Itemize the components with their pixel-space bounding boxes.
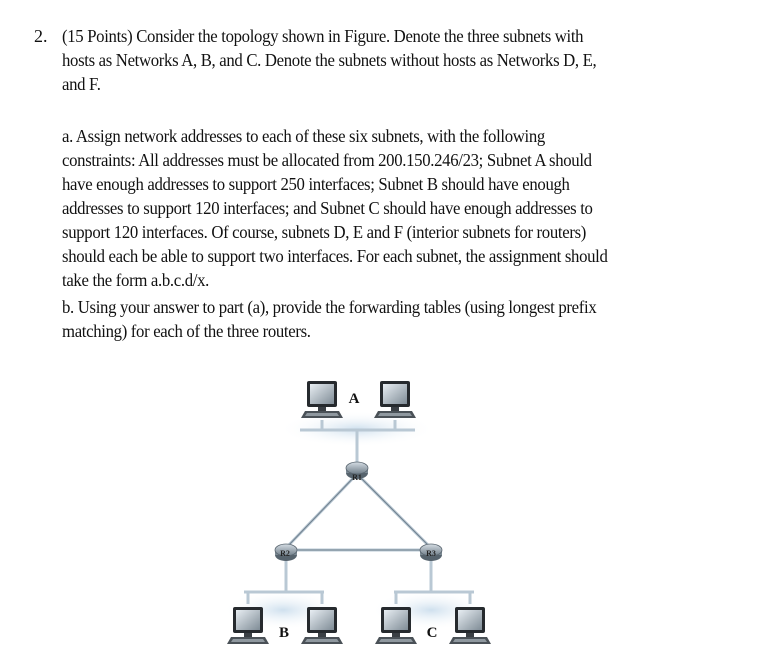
part-b-line: matching) for each of the three routers. — [62, 321, 311, 341]
host-c2-icon — [449, 607, 491, 644]
part-a-line: addresses to support 120 interfaces; and Subnet C should have enough addresses to — [62, 198, 593, 218]
host-b1-icon — [227, 607, 269, 644]
host-c1-icon — [375, 607, 417, 644]
host-a1-icon — [301, 381, 343, 418]
part-b-line: b. Using your answer to part (a), provide the forwarding tables (using longest prefix — [62, 297, 597, 317]
question-number: 2. — [34, 26, 48, 46]
host-a2-icon — [374, 381, 416, 418]
router-r3-label: R3 — [426, 549, 436, 558]
part-a-line: take the form a.b.c.d/x. — [62, 270, 209, 290]
part-a-line: should each be able to support two interfaces. For each subnet, the assignment should — [62, 246, 608, 266]
router-r2-label: R2 — [280, 549, 290, 558]
network-links — [244, 420, 474, 604]
subnet-c-label: C — [426, 625, 438, 641]
intro-line: and F. — [62, 74, 101, 94]
intro-line: (15 Points) Consider the topology shown in Figure. Denote the three subnets with — [62, 26, 584, 46]
part-a-line: have enough addresses to support 250 interfaces; Subnet B should have enough — [62, 174, 570, 194]
subnet-b-label: B — [278, 625, 290, 641]
router-r1-label: R1 — [352, 473, 362, 482]
host-b2-icon — [301, 607, 343, 644]
part-a-line: constraints: All addresses must be allocated from 200.150.246/23; Subnet A should — [62, 150, 592, 170]
intro-line: hosts as Networks A, B, and C. Denote the subnets without hosts as Networks D, E, — [62, 50, 597, 70]
part-a-line: support 120 interfaces. Of course, subnets D, E and F (interior subnets for routers) — [62, 222, 587, 242]
part-a-line: a. Assign network addresses to each of these six subnets, with the following — [62, 126, 545, 146]
subnet-a-label: A — [348, 391, 360, 407]
